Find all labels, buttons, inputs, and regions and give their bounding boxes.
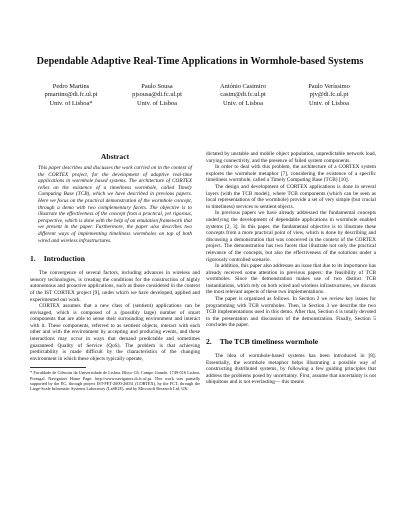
- author-affiliation: Univ. of Lisboa*: [49, 99, 93, 107]
- section-number: 1.: [30, 254, 36, 264]
- body-paragraph: The design and development of CORTEX applications is done in several layers (with the TCB model), where TCB components (which can be seen as local representations of the wormhole) provide a set of very simple (but crucial to timeliness) services to sentient objects.: [206, 183, 376, 210]
- author-block: [202, 83, 284, 108]
- author-name: Pedro Martins: [52, 83, 90, 90]
- footnote: * Faculdade de Ciências da Universidade de Lisboa. Bloco C6, Campo Grande, 1749-016 Lisboa, Portugal. Navigators Home Page: http://www.navigators.di.fc.ul.pt. This work was partially supported by the EC, through project IST-FET-2000-26031 (CORTEX), by the FCT, through the Large-Scale Informatic Systems Laboratory (LaSIGE), and by Microsoft Research Ltd, UK.: [30, 370, 200, 392]
- author-email: casim@di.fc.ul.pt: [220, 91, 266, 99]
- abstract-text: This paper describes and discusses the work carried on in the context of the CORTEX project, for the development of adaptive real-time applications in wormhole based systems. The architecture of CORTEX relies on the existence of a timeliness wormhole, called Timely Computing Base (TCB), which we have described in previous papers. Here we focus on the practical demonstration of the wormhole concept, through a demo with two complementary facets. The objective is to illustrate the effectiveness of the concept from a practical, yet rigorous, perspective, which is done with the help of an emulation framework that we present in the paper. Furthermore, the paper also describes two different ways of implementing timeliness wormholes on top of both wired and wireless infrastructures.: [38, 165, 192, 244]
- author-block: [30, 83, 112, 108]
- section-heading: [206, 337, 376, 346]
- body-paragraph: In order to deal with this problem, the architecture of a CORTEX system explores the wormhole metaphor [7], considering the existence of a specific timeliness wormhole, called a Timely Computing Base (TCB) [10].: [206, 164, 376, 184]
- body-paragraph: CORTEX assumes that a new class of (sentient) applications can be envisaged, which is composed of a (possibly large) number of smart components that are able to sense their surrounding environment and interact with it. These components, referred to as sentient objects, interact with each other and with the environment by accepting and producing events, and these interactions may occur in ways that demand predictable and sometimes guaranteed Quality of Service (QoS). The problem is that achieving predictability is made difficult by the characteristics of the changing environment in which these objects typically operate,: [30, 303, 200, 362]
- footnote-divider: [30, 367, 86, 368]
- author-name: Paulo Sousa: [141, 83, 173, 90]
- section-title: The TCB timeliness wormhole: [219, 337, 319, 347]
- author-name: António Casimiro: [220, 83, 266, 90]
- right-column: [206, 151, 376, 386]
- author-email: pmartins@di.fc.ul.pt: [44, 91, 98, 99]
- paper-title: Dependable Adaptive Real-Time Applications in Wormhole-based Systems: [36, 56, 364, 67]
- section-number: 2.: [206, 337, 212, 347]
- section-title: Introduction: [43, 254, 85, 264]
- author-email: pjv@di.fc.ul.pt: [309, 91, 349, 99]
- left-column: [30, 152, 200, 391]
- body-paragraph: The paper is organized as follows. In Section 2 we review key issues for programming with TCB wormholes. Then, in Section 3 we describe the two TCB implementations used in this demo. After that, Section 4 is totally devoted to the presentation and discussion of the demonstration. Finally, Section 5 concludes the paper.: [206, 296, 376, 329]
- body-paragraph: In previous papers we have already addressed the fundamental concepts underlying the development of dependable applications in wormhole enabled systems [2, 3]. In this paper, the fundamental objective is to illustrate these concepts from a more practical point of view, which is done by describing and discussing a demonstration that was conceived in the context of the CORTEX project. The demonstration has two facets that illustrate not only the practical relevance of the concepts, but also the effectiveness of the solutions under a rigorously controlled scenario.: [206, 210, 376, 263]
- author-affiliation: Univ. of Lisboa: [137, 99, 177, 107]
- body-paragraph: In addition, this paper also addresses an issue that due to its importance has already received some attention in previous papers: the feasibility of TCB wormholes. Since the demonstration makes use of two distinct TCB instantiations, which rely on both wired and wireless infrastructures, we discuss the most relevant aspects of these two implementations.: [206, 263, 376, 296]
- author-block: [116, 83, 198, 108]
- section-heading: [30, 254, 200, 263]
- abstract-heading: Abstract: [100, 152, 130, 161]
- author-email: pjsousa@di.fc.ul.pt: [132, 91, 182, 99]
- author-block: [288, 83, 370, 108]
- author-name: Paulo Veríssimo: [308, 83, 350, 90]
- author-list: [30, 83, 370, 108]
- body-paragraph: The idea of wormhole-based systems has been introduced in [8]. Essentially, the wormhole metaphor helps illustrating a possible way of constructing distributed systems, by following a few guiding principles that address the problems posed by uncertainty. First, assume that uncertainty is not ubiquitous and is not everlasting— this means: [206, 353, 376, 386]
- author-affiliation: Univ. of Lisboa: [309, 99, 349, 107]
- body-paragraph: The convergence of several factors, including advances in wireless and sensory technologies, is creating the conditions for the construction of highly autonomous and proactive applications, such as those considered in the context of the IST CORTEX project [9], under which we have developed, applied and experimented our work.: [30, 270, 200, 303]
- body-paragraph: dictated by unstable and mobile object population, unpredictable network load, varying connectivity, and the presence of failed system components.: [206, 151, 376, 164]
- author-affiliation: Univ. of Lisboa: [223, 99, 263, 107]
